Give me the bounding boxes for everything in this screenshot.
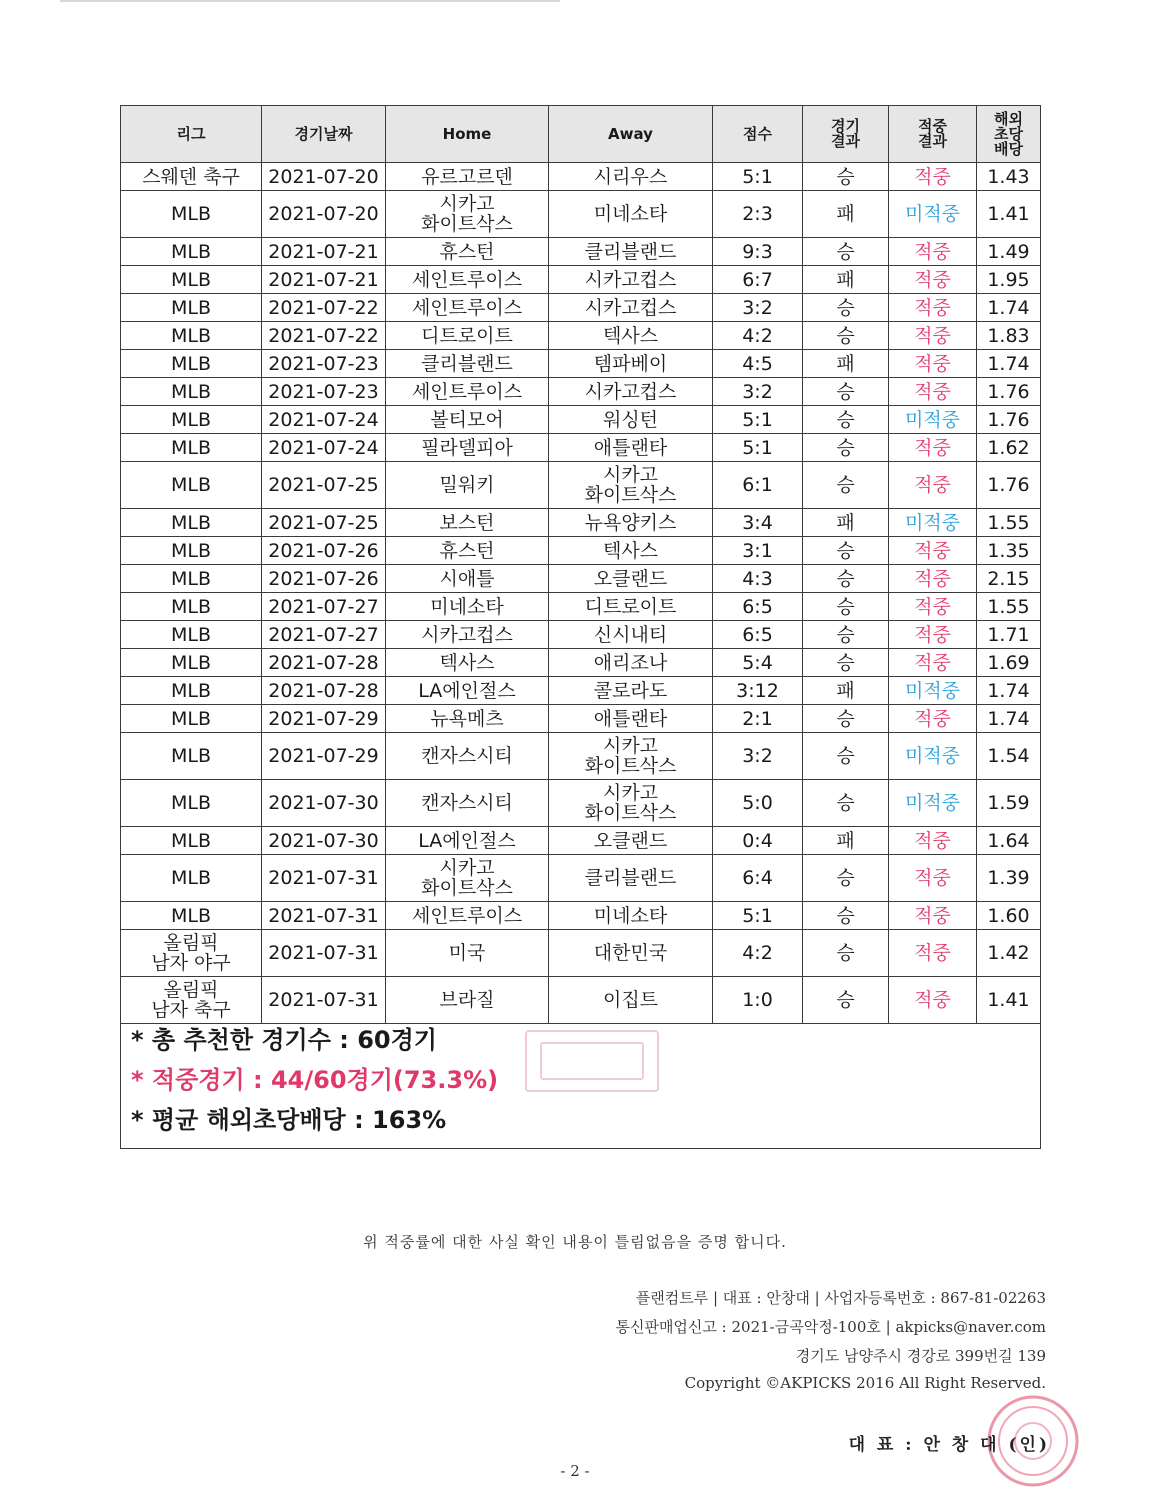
score-cell: 1:0 xyxy=(713,977,803,1024)
home-team-cell: 시카고 화이트삭스 xyxy=(386,191,549,238)
result-cell: 미적중 xyxy=(889,191,977,238)
representative-signature: 대 표 : 안 창 대 (인) xyxy=(848,1435,1050,1455)
outcome-cell: 승 xyxy=(803,977,889,1024)
odds-cell: 1.59 xyxy=(977,780,1041,827)
league-cell: MLB xyxy=(121,621,262,649)
page-number: - 2 - xyxy=(560,1462,590,1480)
odds-cell: 1.69 xyxy=(977,649,1041,677)
league-cell: MLB xyxy=(121,406,262,434)
league-cell: MLB xyxy=(121,322,262,350)
home-team-cell: 캔자스시티 xyxy=(386,780,549,827)
result-cell: 적중 xyxy=(889,350,977,378)
league-cell: MLB xyxy=(121,565,262,593)
home-team-cell: 시카고 화이트삭스 xyxy=(386,855,549,902)
result-cell: 미적중 xyxy=(889,509,977,537)
table-row xyxy=(121,827,1041,855)
table-row xyxy=(121,537,1041,565)
league-cell: MLB xyxy=(121,733,262,780)
away-team-cell: 시리우스 xyxy=(549,163,713,191)
score-cell: 4:3 xyxy=(713,565,803,593)
score-cell: 4:2 xyxy=(713,930,803,977)
table-header-row xyxy=(121,106,1041,163)
date-cell: 2021-07-28 xyxy=(262,649,386,677)
outcome-cell: 승 xyxy=(803,705,889,733)
league-cell: MLB xyxy=(121,462,262,509)
result-cell: 미적중 xyxy=(889,406,977,434)
score-cell: 3:4 xyxy=(713,509,803,537)
table-row xyxy=(121,434,1041,462)
table-row xyxy=(121,733,1041,780)
home-team-cell: 디트로이트 xyxy=(386,322,549,350)
date-cell: 2021-07-20 xyxy=(262,191,386,238)
date-cell: 2021-07-29 xyxy=(262,705,386,733)
date-cell: 2021-07-29 xyxy=(262,733,386,780)
league-cell: MLB xyxy=(121,537,262,565)
away-team-cell: 워싱턴 xyxy=(549,406,713,434)
outcome-cell: 패 xyxy=(803,509,889,537)
date-cell: 2021-07-25 xyxy=(262,509,386,537)
home-team-cell: 세인트루이스 xyxy=(386,902,549,930)
outcome-cell: 승 xyxy=(803,621,889,649)
odds-cell: 1.74 xyxy=(977,294,1041,322)
odds-cell: 1.74 xyxy=(977,677,1041,705)
home-team-cell: 클리블랜드 xyxy=(386,350,549,378)
odds-cell: 1.41 xyxy=(977,977,1041,1024)
date-cell: 2021-07-25 xyxy=(262,462,386,509)
home-team-cell: 볼티모어 xyxy=(386,406,549,434)
date-cell: 2021-07-26 xyxy=(262,537,386,565)
odds-cell: 1.64 xyxy=(977,827,1041,855)
away-team-cell: 시카고 화이트삭스 xyxy=(549,780,713,827)
result-cell: 적중 xyxy=(889,621,977,649)
outcome-cell: 승 xyxy=(803,434,889,462)
away-team-cell: 템파베이 xyxy=(549,350,713,378)
result-cell: 적중 xyxy=(889,930,977,977)
home-team-cell: LA에인절스 xyxy=(386,827,549,855)
date-cell: 2021-07-22 xyxy=(262,294,386,322)
league-cell: MLB xyxy=(121,266,262,294)
league-cell: 올림픽 남자 야구 xyxy=(121,930,262,977)
odds-cell: 1.76 xyxy=(977,378,1041,406)
header-score: 점수 xyxy=(713,106,803,163)
away-team-cell: 애리조나 xyxy=(549,649,713,677)
odds-cell: 1.76 xyxy=(977,406,1041,434)
away-team-cell: 시카고 화이트삭스 xyxy=(549,462,713,509)
outcome-cell: 승 xyxy=(803,322,889,350)
table-row xyxy=(121,565,1041,593)
date-cell: 2021-07-30 xyxy=(262,780,386,827)
league-cell: MLB xyxy=(121,191,262,238)
outcome-cell: 승 xyxy=(803,733,889,780)
away-team-cell: 애틀랜타 xyxy=(549,434,713,462)
away-team-cell: 콜로라도 xyxy=(549,677,713,705)
score-cell: 5:4 xyxy=(713,649,803,677)
odds-cell: 1.62 xyxy=(977,434,1041,462)
outcome-cell: 승 xyxy=(803,902,889,930)
results-table xyxy=(120,105,1041,1149)
result-cell: 적중 xyxy=(889,977,977,1024)
table-row xyxy=(121,621,1041,649)
away-team-cell: 시카고 화이트삭스 xyxy=(549,733,713,780)
home-team-cell: 뉴욕메츠 xyxy=(386,705,549,733)
date-cell: 2021-07-31 xyxy=(262,977,386,1024)
away-team-cell: 신시내티 xyxy=(549,621,713,649)
footer-company-line: 플랜컴트루 | 대표 : 안창대 | 사업자등록번호 : 867-81-02263 xyxy=(635,1289,1046,1307)
score-cell: 5:1 xyxy=(713,902,803,930)
result-cell: 적중 xyxy=(889,322,977,350)
league-cell: MLB xyxy=(121,902,262,930)
table-row xyxy=(121,462,1041,509)
odds-cell: 1.76 xyxy=(977,462,1041,509)
home-team-cell: 보스턴 xyxy=(386,509,549,537)
date-cell: 2021-07-24 xyxy=(262,434,386,462)
table-row xyxy=(121,780,1041,827)
home-team-cell: 미네소타 xyxy=(386,593,549,621)
result-cell: 적중 xyxy=(889,266,977,294)
league-cell: MLB xyxy=(121,705,262,733)
league-cell: MLB xyxy=(121,350,262,378)
score-cell: 6:1 xyxy=(713,462,803,509)
result-cell: 적중 xyxy=(889,434,977,462)
result-cell: 적중 xyxy=(889,902,977,930)
home-team-cell: 미국 xyxy=(386,930,549,977)
result-cell: 적중 xyxy=(889,294,977,322)
result-cell: 적중 xyxy=(889,163,977,191)
league-cell: 올림픽 남자 축구 xyxy=(121,977,262,1024)
home-team-cell: 세인트루이스 xyxy=(386,294,549,322)
table-row xyxy=(121,705,1041,733)
table-row xyxy=(121,406,1041,434)
odds-cell: 1.39 xyxy=(977,855,1041,902)
away-team-cell: 이집트 xyxy=(549,977,713,1024)
league-cell: MLB xyxy=(121,649,262,677)
outcome-cell: 승 xyxy=(803,163,889,191)
outcome-cell: 패 xyxy=(803,827,889,855)
total-games: * 총 추천한 경기수 : 60경기 xyxy=(131,1026,437,1054)
date-cell: 2021-07-31 xyxy=(262,855,386,902)
certification-text: 위 적중률에 대한 사실 확인 내용이 틀림없음을 증명 합니다. xyxy=(363,1233,787,1251)
result-cell: 적중 xyxy=(889,593,977,621)
away-team-cell: 디트로이트 xyxy=(549,593,713,621)
outcome-cell: 승 xyxy=(803,238,889,266)
date-cell: 2021-07-21 xyxy=(262,238,386,266)
header-date: 경기날짜 xyxy=(262,106,386,163)
odds-cell: 1.71 xyxy=(977,621,1041,649)
outcome-cell: 승 xyxy=(803,593,889,621)
header-away: Away xyxy=(549,106,713,163)
result-cell: 미적중 xyxy=(889,780,977,827)
date-cell: 2021-07-31 xyxy=(262,930,386,977)
outcome-cell: 승 xyxy=(803,462,889,509)
average-odds: * 평균 해외초당배당 : 163% xyxy=(131,1106,447,1134)
date-cell: 2021-07-23 xyxy=(262,378,386,406)
home-team-cell: 유르고르덴 xyxy=(386,163,549,191)
league-cell: MLB xyxy=(121,677,262,705)
away-team-cell: 오클랜드 xyxy=(549,565,713,593)
score-cell: 6:4 xyxy=(713,855,803,902)
home-team-cell: 캔자스시티 xyxy=(386,733,549,780)
date-cell: 2021-07-27 xyxy=(262,593,386,621)
outcome-cell: 승 xyxy=(803,780,889,827)
home-team-cell: 세인트루이스 xyxy=(386,266,549,294)
score-cell: 3:2 xyxy=(713,294,803,322)
odds-cell: 1.60 xyxy=(977,902,1041,930)
score-cell: 9:3 xyxy=(713,238,803,266)
home-team-cell: 텍사스 xyxy=(386,649,549,677)
header-home: Home xyxy=(386,106,549,163)
table-row xyxy=(121,509,1041,537)
away-team-cell: 대한민국 xyxy=(549,930,713,977)
away-team-cell: 오클랜드 xyxy=(549,827,713,855)
footer-address-line: 경기도 남양주시 경강로 399번길 139 xyxy=(795,1347,1046,1365)
odds-cell: 1.74 xyxy=(977,705,1041,733)
result-cell: 적중 xyxy=(889,705,977,733)
home-team-cell: 시카고컵스 xyxy=(386,621,549,649)
outcome-cell: 승 xyxy=(803,855,889,902)
home-team-cell: 시애틀 xyxy=(386,565,549,593)
result-cell: 적중 xyxy=(889,855,977,902)
league-cell: 스웨덴 축구 xyxy=(121,163,262,191)
league-cell: MLB xyxy=(121,593,262,621)
odds-cell: 1.95 xyxy=(977,266,1041,294)
company-stamp xyxy=(525,1030,659,1092)
league-cell: MLB xyxy=(121,378,262,406)
outcome-cell: 패 xyxy=(803,191,889,238)
away-team-cell: 시카고컵스 xyxy=(549,266,713,294)
table-row xyxy=(121,238,1041,266)
table-row xyxy=(121,855,1041,902)
league-cell: MLB xyxy=(121,238,262,266)
odds-cell: 2.15 xyxy=(977,565,1041,593)
league-cell: MLB xyxy=(121,509,262,537)
footer-registration-line: 통신판매업신고 : 2021-금곡악정-100호 | akpicks@naver.com xyxy=(615,1318,1046,1336)
date-cell: 2021-07-28 xyxy=(262,677,386,705)
league-cell: MLB xyxy=(121,294,262,322)
league-cell: MLB xyxy=(121,434,262,462)
odds-cell: 1.49 xyxy=(977,238,1041,266)
score-cell: 3:1 xyxy=(713,537,803,565)
table-row xyxy=(121,677,1041,705)
home-team-cell: 브라질 xyxy=(386,977,549,1024)
hit-games: * 적중경기 : 44/60경기(73.3%) xyxy=(131,1066,499,1094)
home-team-cell: LA에인절스 xyxy=(386,677,549,705)
score-cell: 5:0 xyxy=(713,780,803,827)
odds-cell: 1.55 xyxy=(977,593,1041,621)
outcome-cell: 승 xyxy=(803,930,889,977)
header-odds: 해외 초당 배당 xyxy=(977,106,1041,163)
score-cell: 4:5 xyxy=(713,350,803,378)
score-cell: 0:4 xyxy=(713,827,803,855)
away-team-cell: 클리블랜드 xyxy=(549,238,713,266)
score-cell: 6:5 xyxy=(713,621,803,649)
table-row xyxy=(121,902,1041,930)
header-result: 적중 결과 xyxy=(889,106,977,163)
table-row xyxy=(121,163,1041,191)
footer-copyright-line: Copyright ©AKPICKS 2016 All Right Reserved. xyxy=(684,1374,1046,1392)
result-cell: 적중 xyxy=(889,827,977,855)
date-cell: 2021-07-20 xyxy=(262,163,386,191)
odds-cell: 1.55 xyxy=(977,509,1041,537)
table-row xyxy=(121,350,1041,378)
score-cell: 5:1 xyxy=(713,406,803,434)
header-league: 리그 xyxy=(121,106,262,163)
outcome-cell: 패 xyxy=(803,677,889,705)
score-cell: 6:7 xyxy=(713,266,803,294)
away-team-cell: 미네소타 xyxy=(549,191,713,238)
away-team-cell: 애틀랜타 xyxy=(549,705,713,733)
away-team-cell: 텍사스 xyxy=(549,322,713,350)
outcome-cell: 승 xyxy=(803,565,889,593)
odds-cell: 1.43 xyxy=(977,163,1041,191)
score-cell: 2:1 xyxy=(713,705,803,733)
result-cell: 적중 xyxy=(889,537,977,565)
date-cell: 2021-07-30 xyxy=(262,827,386,855)
league-cell: MLB xyxy=(121,855,262,902)
scan-edge-line xyxy=(60,0,560,2)
odds-cell: 1.35 xyxy=(977,537,1041,565)
away-team-cell: 미네소타 xyxy=(549,902,713,930)
score-cell: 5:1 xyxy=(713,163,803,191)
result-cell: 적중 xyxy=(889,462,977,509)
result-cell: 미적중 xyxy=(889,677,977,705)
odds-cell: 1.54 xyxy=(977,733,1041,780)
outcome-cell: 승 xyxy=(803,406,889,434)
score-cell: 5:1 xyxy=(713,434,803,462)
score-cell: 6:5 xyxy=(713,593,803,621)
outcome-cell: 패 xyxy=(803,266,889,294)
home-team-cell: 세인트루이스 xyxy=(386,378,549,406)
result-cell: 적중 xyxy=(889,649,977,677)
date-cell: 2021-07-31 xyxy=(262,902,386,930)
result-cell: 적중 xyxy=(889,238,977,266)
league-cell: MLB xyxy=(121,780,262,827)
score-cell: 3:2 xyxy=(713,733,803,780)
away-team-cell: 시카고컵스 xyxy=(549,378,713,406)
table-row xyxy=(121,378,1041,406)
header-outcome: 경기 결과 xyxy=(803,106,889,163)
table-row xyxy=(121,930,1041,977)
result-cell: 적중 xyxy=(889,565,977,593)
home-team-cell: 필라델피아 xyxy=(386,434,549,462)
date-cell: 2021-07-21 xyxy=(262,266,386,294)
outcome-cell: 승 xyxy=(803,378,889,406)
league-cell: MLB xyxy=(121,827,262,855)
table-row xyxy=(121,191,1041,238)
result-cell: 미적중 xyxy=(889,733,977,780)
outcome-cell: 패 xyxy=(803,350,889,378)
date-cell: 2021-07-27 xyxy=(262,621,386,649)
away-team-cell: 뉴욕양키스 xyxy=(549,509,713,537)
odds-cell: 1.83 xyxy=(977,322,1041,350)
odds-cell: 1.74 xyxy=(977,350,1041,378)
away-team-cell: 텍사스 xyxy=(549,537,713,565)
table-row xyxy=(121,322,1041,350)
odds-cell: 1.42 xyxy=(977,930,1041,977)
home-team-cell: 밀워키 xyxy=(386,462,549,509)
score-cell: 3:12 xyxy=(713,677,803,705)
score-cell: 4:2 xyxy=(713,322,803,350)
table-row xyxy=(121,977,1041,1024)
away-team-cell: 시카고컵스 xyxy=(549,294,713,322)
score-cell: 2:3 xyxy=(713,191,803,238)
table-row xyxy=(121,649,1041,677)
outcome-cell: 승 xyxy=(803,294,889,322)
date-cell: 2021-07-24 xyxy=(262,406,386,434)
date-cell: 2021-07-26 xyxy=(262,565,386,593)
home-team-cell: 휴스턴 xyxy=(386,537,549,565)
odds-cell: 1.41 xyxy=(977,191,1041,238)
table-row xyxy=(121,593,1041,621)
result-cell: 적중 xyxy=(889,378,977,406)
away-team-cell: 클리블랜드 xyxy=(549,855,713,902)
date-cell: 2021-07-23 xyxy=(262,350,386,378)
home-team-cell: 휴스턴 xyxy=(386,238,549,266)
date-cell: 2021-07-22 xyxy=(262,322,386,350)
outcome-cell: 승 xyxy=(803,649,889,677)
table-row xyxy=(121,266,1041,294)
outcome-cell: 승 xyxy=(803,537,889,565)
score-cell: 3:2 xyxy=(713,378,803,406)
table-row xyxy=(121,294,1041,322)
